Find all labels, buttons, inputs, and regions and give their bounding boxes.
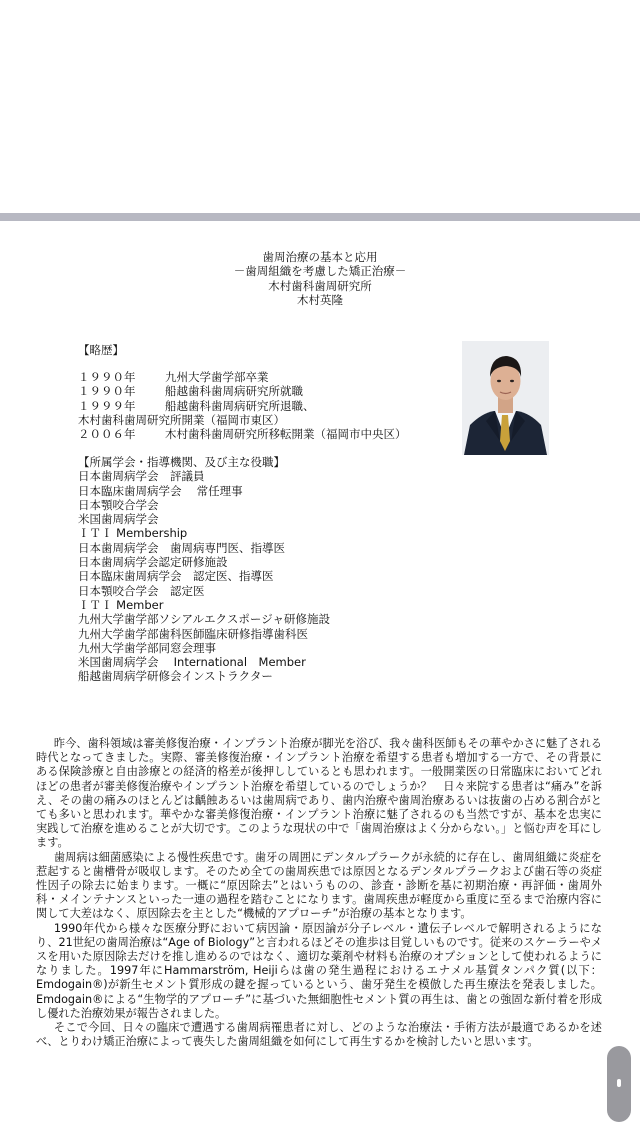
affiliations-section (78, 455, 330, 684)
career-year: ２００６年 (78, 427, 136, 442)
lecture-title: 歯周治療の基本と応用 (262, 250, 378, 264)
career-year: １９９９年 (78, 398, 136, 413)
top-divider-bar (0, 213, 640, 221)
affiliation-item: 米国歯周病学会 International Member (78, 655, 306, 670)
scroll-knob (617, 1079, 621, 1087)
header-title-block (0, 250, 640, 307)
career-text: 木村歯科歯周研究所移転開業（福岡市中央区） (165, 427, 407, 442)
affiliation-item: 日本顎咬合学会 (78, 497, 159, 512)
affiliation-item: 日本歯周病学会 評議員 (78, 469, 205, 484)
affiliation-item: 米国歯周病学会 (78, 512, 159, 527)
speaker-portrait-photo (462, 341, 549, 455)
career-text: 船越歯科歯周病研究所退職、 (165, 398, 315, 413)
institute-name: 木村歯科歯周研究所 (268, 278, 372, 293)
portrait-image (462, 341, 549, 455)
career-heading: 【略歴】 (78, 343, 124, 357)
affiliation-item: 日本歯周病学会認定研修施設 (78, 555, 228, 570)
career-entry (78, 370, 407, 384)
abstract-body (36, 737, 602, 1049)
career-year: １９９０年 (78, 384, 136, 399)
career-year: １９９０年 (78, 370, 136, 384)
abstract-paragraph: 1990年代から様々な医療分野において病因論・原因論が分子レベル・遺伝子レベルで解明されるようになり、21世紀の歯周治療は“Age of Biology”と言われるほどその進歩は目覚しいものです。従来のスケーラーやメスを用いた原因除去だけを推し進めるのではなく、適切な薬剤や材料も治療のオプションとして使われるようになりました。1997年にHammarström, Heijiらは歯の発生過程におけるエナメル基質タンパク質(以下：Emdogain®)が新生セメント質形成の鍵を握っているという、歯牙発生を模倣した再生療法を発表しました。Emdogain®による“生物学的アプローチ”に基づいた無細胞性セメント質の再生は、歯との強固な新付着を形成し優れた治療効果が報告されました。 (36, 921, 602, 1020)
speaker-name: 木村英隆 (297, 292, 343, 307)
career-entry (78, 384, 407, 398)
affiliations-heading: 【所属学会・指導機関、及び主な役職】 (78, 455, 285, 469)
affiliation-item: 九州大学歯学部歯科医師臨床研修指導歯科医 (78, 626, 308, 641)
affiliation-item: 日本顎咬合学会 認定医 (78, 583, 205, 598)
career-text: 船越歯科歯周病研究所就職 (165, 384, 303, 399)
scroll-indicator-icon[interactable] (607, 1046, 631, 1122)
career-entry (78, 399, 407, 413)
affiliation-item: 日本臨床歯周病学会 認定医、指導医 (78, 569, 274, 584)
affiliation-item: 九州大学歯学部同窓会理事 (78, 640, 216, 655)
affiliation-item: 船越歯周病学研修会インストラクター (78, 669, 273, 684)
affiliation-item: 日本臨床歯周病学会 常任理事 (78, 483, 243, 498)
career-entry (78, 427, 407, 441)
career-entry (78, 413, 407, 427)
lecture-subtitle: －歯周組織を考慮した矯正治療－ (233, 264, 407, 279)
abstract-paragraph: 昨今、歯科領域は審美修復治療・インプラント治療が脚光を浴び、我々歯科医師もその華やかさに魅了される時代となってきました。実際、審美修復治療・インプラント治療を希望する患者も増加する一方で、その背景にある保険診療と自由診療との経済的格差が後押ししているとも思われます。一般開業医の日常臨床においてどれほどの患者が審美修復治療やインプラント治療を希望しているのでしょうか？ 日々来院する患者は“痛み”を訴え、その歯の痛みのほとんどは齲蝕あるいは歯周病であり、歯内治療や歯周治療あるいは抜歯の占める割合がとても多いと思われます。華やかな審美修復治療・インプラント治療に魅了されるのも当然ですが、基本を忠実に実践して治療を進めることが大切です。このような現状の中で「歯周治療はよく分からない。」と悩む声を耳にします。 (36, 737, 602, 850)
career-text: 木村歯科歯周研究所開業（福岡市東区） (78, 412, 285, 427)
affiliation-item: ＩＴＩ Member (78, 597, 164, 612)
affiliation-item: 日本歯周病学会 歯周病専門医、指導医 (78, 540, 285, 555)
career-list (78, 370, 407, 441)
abstract-paragraph: そこで今回、日々の臨床で遭遇する歯周病罹患者に対し、どのような治療法・手術方法が最適であるかを述べ、とりわけ矯正治療によって喪失した歯周組織を如何にして再生するかを検討したいと思います。 (36, 1021, 602, 1049)
affiliation-item: ＩＴＩ Membership (78, 526, 188, 541)
abstract-paragraph: 歯周病は細菌感染による慢性疾患です。歯牙の周囲にデンタルプラークが永続的に存在し、歯周組織に炎症を惹起すると歯槽骨が吸収します。そのため全ての歯周疾患では原因となるデンタルプラークおよび歯石等の炎症性因子の除去に始まります。一概に“原因除去”とはいうものの、診査・診断を基に初期治療・再評価・歯周外科・メインテナンスといった一連の過程を踏むことになります。歯周疾患が軽度から重度に至るまで治療内容に関して大差はなく、原因除去を主とした“機械的アプローチ”が治療の基本となります。 (36, 850, 602, 921)
career-text: 九州大学歯学部卒業 (165, 370, 269, 384)
affiliation-item: 九州大学歯学部ソシアルエクスポージャ研修施設 (78, 612, 330, 627)
